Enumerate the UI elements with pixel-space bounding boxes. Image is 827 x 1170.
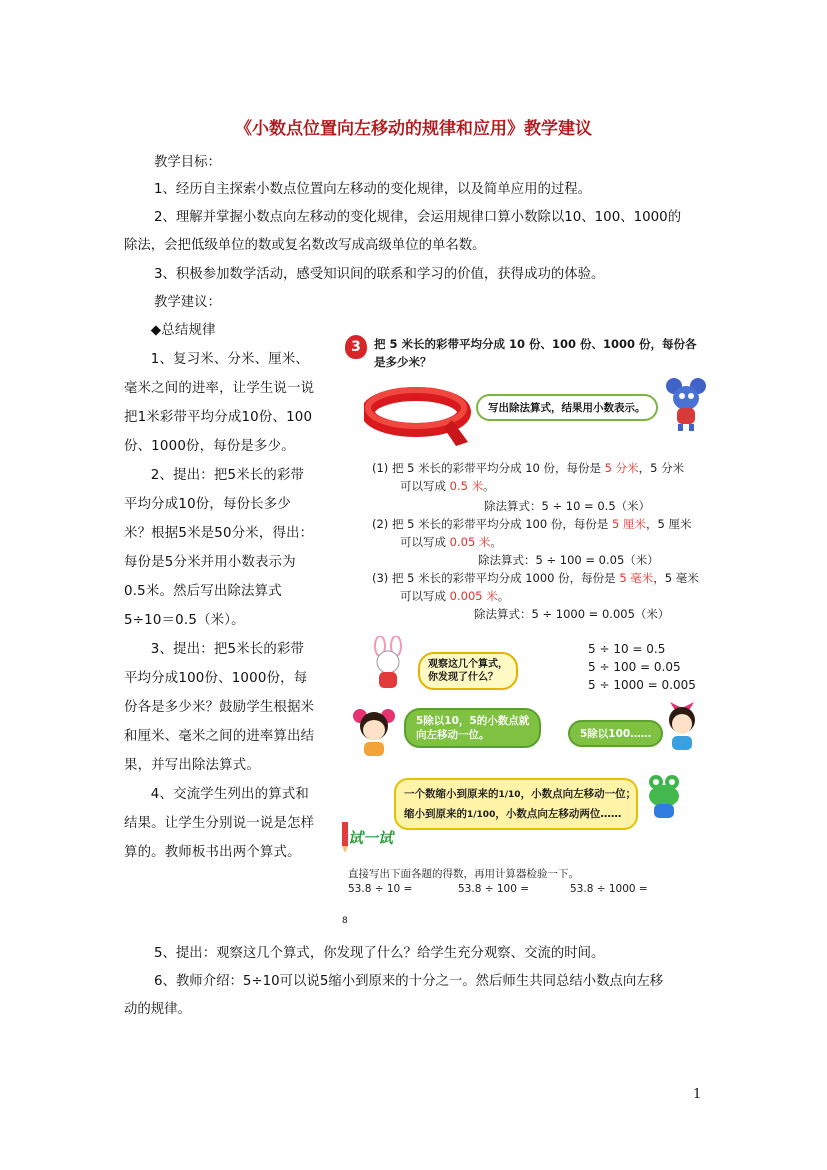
- ribbon-illustration: [364, 380, 474, 450]
- try-instruction: 直接写出下面各题的得数，再用计算器检验一下。: [348, 868, 579, 880]
- step-6-line-2: 动的规律。: [124, 1002, 191, 1017]
- step-4: 4、交流学生列出的算式和结果。让学生分别说一说是怎样算的。教师板书出两个算式。: [124, 787, 315, 860]
- step-3: 3、提出：把5米长的彩带平均分成100份、1000份，每份各是多少米？鼓励学生根据米和厘米、毫米之间的进率算出结果，并写出除法算式。: [124, 642, 315, 773]
- book-page-number: 8: [342, 916, 348, 926]
- mouse-character-icon: [664, 376, 708, 432]
- textbook-figure: [338, 330, 710, 930]
- fraction-tenth: 1/10: [498, 790, 521, 800]
- page-number: 1: [693, 1087, 702, 1102]
- observe-bubble: [418, 652, 518, 690]
- goal-2-line-1: 2、理解并掌握小数点向左移动的变化规律，会运用规律口算小数除以10、100、1000的: [154, 210, 682, 225]
- q2-line-1: (2) 把 5 米长的彩带平均分成 100 份，每份是 5 厘米，5 厘米: [372, 517, 692, 531]
- question-line-1: 把 5 米长的彩带平均分成 10 份、100 份、1000 份，每份各: [374, 337, 697, 351]
- q1-line-1: (1) 把 5 米长的彩带平均分成 10 份，每份是 5 分米，5 分米: [372, 461, 685, 475]
- step-2: 2、提出：把5米长的彩带平均分成10份，每份长多少米？根据5米是50分米，得出：每份是5分米并用小数表示为0.5米。然后写出除法算式5÷10＝0.5（米）。: [124, 468, 314, 628]
- observe-line-1: 观察这几个算式，: [428, 659, 508, 670]
- rule-heading: ◆总结规律: [150, 323, 216, 338]
- goals-heading: 教学目标：: [154, 155, 221, 170]
- girl-bubble-line-2: 向左移动一位。: [416, 729, 490, 741]
- equation-2: 5 ÷ 100 = 0.05: [588, 660, 681, 674]
- hint-bubble: [476, 394, 658, 421]
- observe-line-2: 你发现了什么？: [428, 672, 498, 683]
- girl-bubble: [404, 708, 541, 748]
- hint-text: 写出除法算式，结果用小数表示。: [488, 402, 646, 414]
- rabbit-character-icon: [368, 636, 408, 692]
- suggest-heading: 教学建议：: [154, 295, 221, 310]
- rule-line-2: 缩小到原来的1/100，小数点向左移动两位……: [404, 808, 622, 820]
- q3-line-2: 可以写成 0.005 米。: [400, 589, 510, 603]
- goal-3: 3、积极参加数学活动，感受知识间的联系和学习的价值，获得成功的体验。: [154, 267, 605, 282]
- step-5: 5、提出：观察这几个算式，你发现了什么？给学生充分观察、交流的时间。: [154, 946, 605, 961]
- page-title: 《小数点位置向左移动的规律和应用》教学建议: [235, 119, 592, 139]
- equation-1: 5 ÷ 10 = 0.5: [588, 642, 666, 656]
- equation-3: 5 ÷ 1000 = 0.005: [588, 678, 696, 692]
- q1-formula: 除法算式：5 ÷ 10 = 0.5（米）: [484, 499, 651, 513]
- girl2-bubble-text: 5除以100……: [580, 728, 652, 740]
- goal-2-line-2: 除法，会把低级单位的数或复名数改写成高级单位的单名数。: [124, 238, 486, 253]
- try-label: 试一试: [348, 829, 394, 847]
- q3-line-1: (3) 把 5 米长的彩带平均分成 1000 份，每份是 5 毫米，5 毫米: [372, 571, 699, 585]
- try-2: 53.8 ÷ 100 =: [458, 883, 530, 895]
- suggestion-column: [124, 316, 316, 867]
- girl-bubble-line-1: 5除以10，5的小数点就: [416, 715, 530, 727]
- q2-formula: 除法算式：5 ÷ 100 = 0.05（米）: [478, 553, 659, 567]
- question-line-2: 是多少米？: [374, 355, 432, 369]
- step-6-line-1: 6、教师介绍：5÷10可以说5缩小到原来的十分之一。然后师生共同总结小数点向左移: [154, 974, 664, 989]
- question-badge: 3: [345, 335, 367, 359]
- fraction-hundredth: 1/100: [467, 810, 496, 820]
- step-1: 1、复习米、分米、厘米、毫米之间的进率，让学生说一说把1米彩带平均分成10份、100份、1000份，每份是多少。: [124, 352, 315, 454]
- q1-line-2: 可以写成 0.5 米。: [400, 479, 495, 493]
- rule-line-1: 一个数缩小到原来的1/10，小数点向左移动一位；: [404, 788, 637, 800]
- try-1: 53.8 ÷ 10 =: [348, 883, 413, 895]
- q2-line-2: 可以写成 0.05 米。: [400, 535, 502, 549]
- girl2-character-icon: [660, 696, 704, 752]
- try-3: 53.8 ÷ 1000 =: [570, 883, 648, 895]
- frog-character-icon: [644, 772, 684, 820]
- q3-formula: 除法算式：5 ÷ 1000 = 0.005（米）: [474, 607, 670, 621]
- goal-1: 1、经历自主探索小数点位置向左移动的变化规律，以及简单应用的过程。: [154, 182, 592, 197]
- girl-character-icon: [352, 704, 396, 756]
- girl2-bubble: [568, 720, 663, 747]
